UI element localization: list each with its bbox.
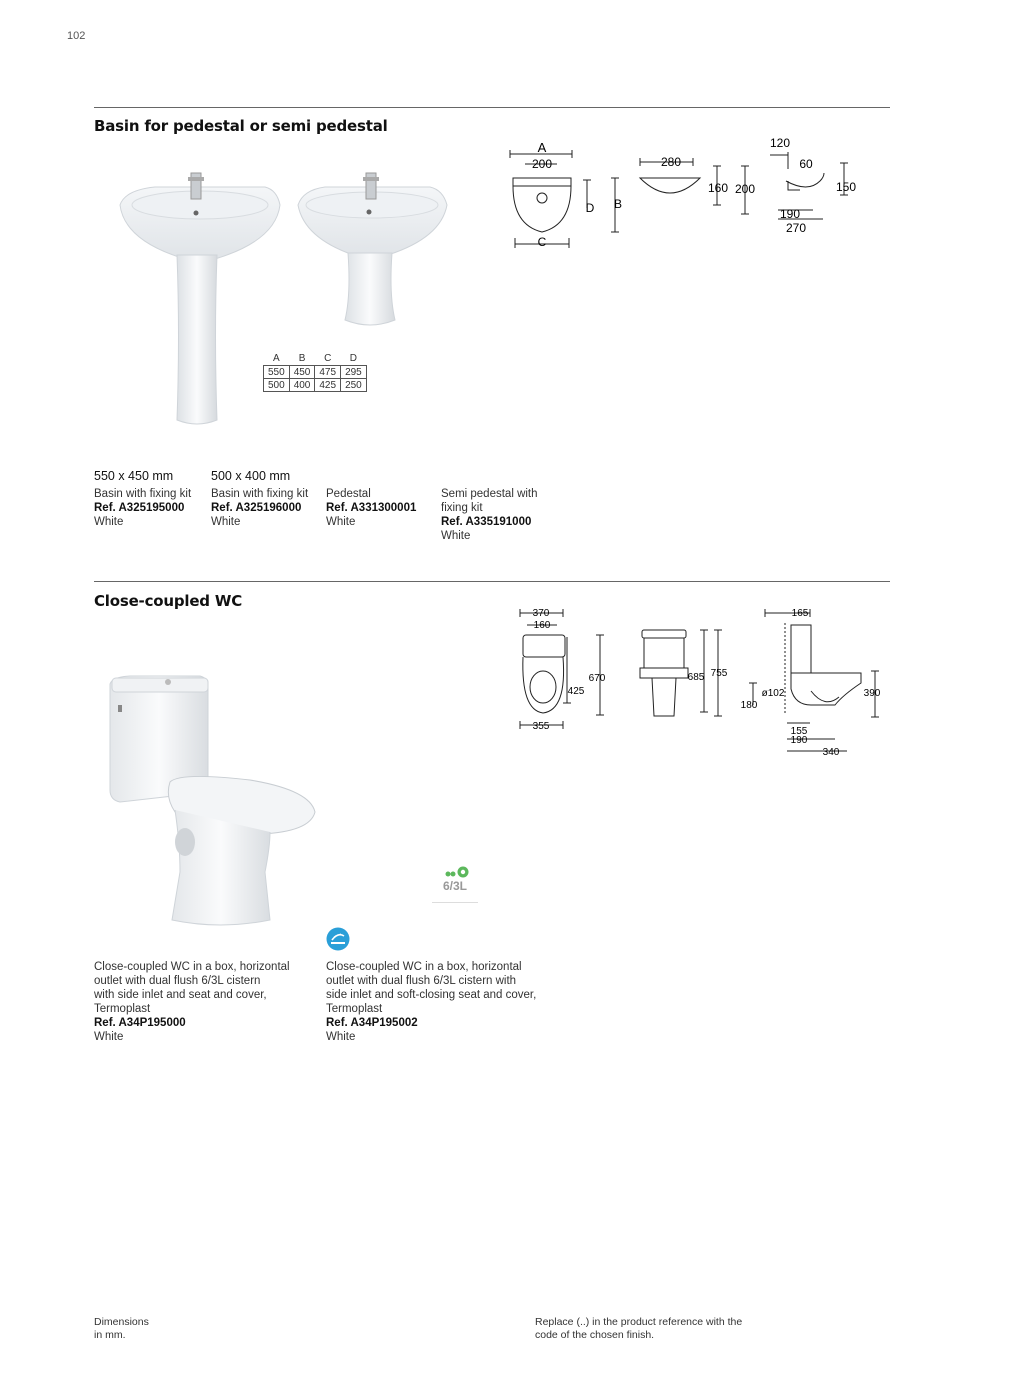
footer-text: in mm. [94,1329,126,1341]
product-ref: Ref. A325195000 [94,502,185,514]
product-ref: Ref. A335191000 [441,516,532,528]
dim-label: 155 [790,726,808,737]
table-cell: 550 [264,366,290,379]
footer-text: code of the chosen finish. [535,1329,655,1341]
water-drops-icon [440,865,470,879]
dim-label: 390 [863,688,881,699]
product-description: fixing kit [441,502,483,514]
column-header: B [298,353,306,364]
product-ref: Ref. A34P195000 [94,1017,186,1029]
soft-close-icon [326,927,350,951]
column-header: D [349,353,358,364]
product-description: Basin with fixing kit [94,488,192,500]
product-description: Termoplast [94,1003,151,1015]
dim-label: 160 [707,181,729,195]
column-header: C [324,353,332,364]
product-description: Close-coupled WC in a box, horizontal [94,961,290,973]
product-ref: Ref. A331300001 [326,502,417,514]
dim-label: 160 [533,620,551,631]
dim-label: C [537,235,547,249]
wc-side-dimension-drawing [735,605,885,760]
table-header-row [264,352,367,366]
dim-label: 200 [531,157,553,171]
product-entry [94,960,314,1044]
dim-label: 670 [588,673,606,684]
wc-section-title: Close-coupled WC [94,592,243,610]
table-cell: 425 [315,379,341,392]
dim-label: 370 [532,608,550,619]
product-description: Termoplast [326,1003,383,1015]
dim-label: 60 [799,157,813,171]
product-entry [211,487,323,529]
product-finish: White [441,530,471,542]
product-description: with side inlet and seat and cover, [94,989,267,1001]
dim-label: ø102 [761,688,785,699]
table-cell: 295 [341,366,367,379]
dim-label: 120 [769,136,791,150]
dim-label: 190 [779,207,801,221]
product-description: Semi pedestal with [441,488,538,500]
product-ref: Ref. A34P195002 [326,1017,418,1029]
dim-label: 685 [687,672,705,683]
table-row [264,379,367,392]
product-ref: Ref. A325196000 [211,502,302,514]
dim-label: 280 [660,155,682,169]
footer-text: Dimensions [94,1316,149,1328]
dim-label: 190 [790,735,808,746]
product-description: Basin with fixing kit [211,488,309,500]
product-description: Pedestal [326,488,371,500]
basin-front-dimension-drawing [505,140,630,255]
flush-volume-label: 6/3L [442,879,467,893]
dim-label: 425 [567,686,585,697]
product-finish: White [326,1031,356,1043]
dim-label: 270 [785,221,807,235]
dim-label: 355 [532,721,550,732]
dim-label: 180 [740,700,758,711]
size-label: 500 x 400 mm [211,469,291,483]
product-description: side inlet and soft-closing seat and cover, [326,989,537,1001]
product-entry [326,960,556,1044]
product-finish: White [211,516,241,528]
dim-label: 200 [734,182,756,196]
table-row [264,366,367,379]
table-cell: 450 [289,366,315,379]
section-divider [94,107,890,108]
product-entry [94,487,206,529]
product-finish: White [326,516,356,528]
wc-product-image [100,672,325,932]
page-number: 102 [67,30,86,42]
basin-section-title: Basin for pedestal or semi pedestal [94,117,388,135]
product-description: outlet with dual flush 6/3L cistern with [326,975,517,987]
dim-label: 150 [835,180,857,194]
dim-label: 755 [710,668,728,679]
basin-dimensions-table [263,352,367,392]
wc-front-dimension-drawing [630,620,730,725]
column-header: A [273,353,280,364]
table-cell: 400 [289,379,315,392]
dim-label: D [585,201,595,215]
product-description: Close-coupled WC in a box, horizontal [326,961,522,973]
table-cell: 500 [264,379,290,392]
footer-text: Replace (..) in the product reference with the [535,1316,743,1328]
basin-top-dimension-drawing [635,150,765,220]
dual-flush-badge [432,860,478,903]
section-divider [94,581,890,582]
basin-side-dimension-drawing [758,135,868,240]
product-entry [326,487,438,529]
footer-finish-note [535,1316,742,1342]
table-cell: 250 [341,379,367,392]
dim-label: 340 [822,747,840,758]
footer-dimensions-note [94,1316,149,1342]
product-entry [441,487,561,543]
product-description: outlet with dual flush 6/3L cistern [94,975,261,987]
product-finish: White [94,516,124,528]
dim-label: 165 [791,608,809,619]
wc-top-dimension-drawing [515,605,615,735]
table-cell: 475 [315,366,341,379]
product-finish: White [94,1031,124,1043]
dim-label: A [537,140,547,155]
dim-label: B [613,197,623,211]
size-label: 550 x 450 mm [94,469,174,483]
